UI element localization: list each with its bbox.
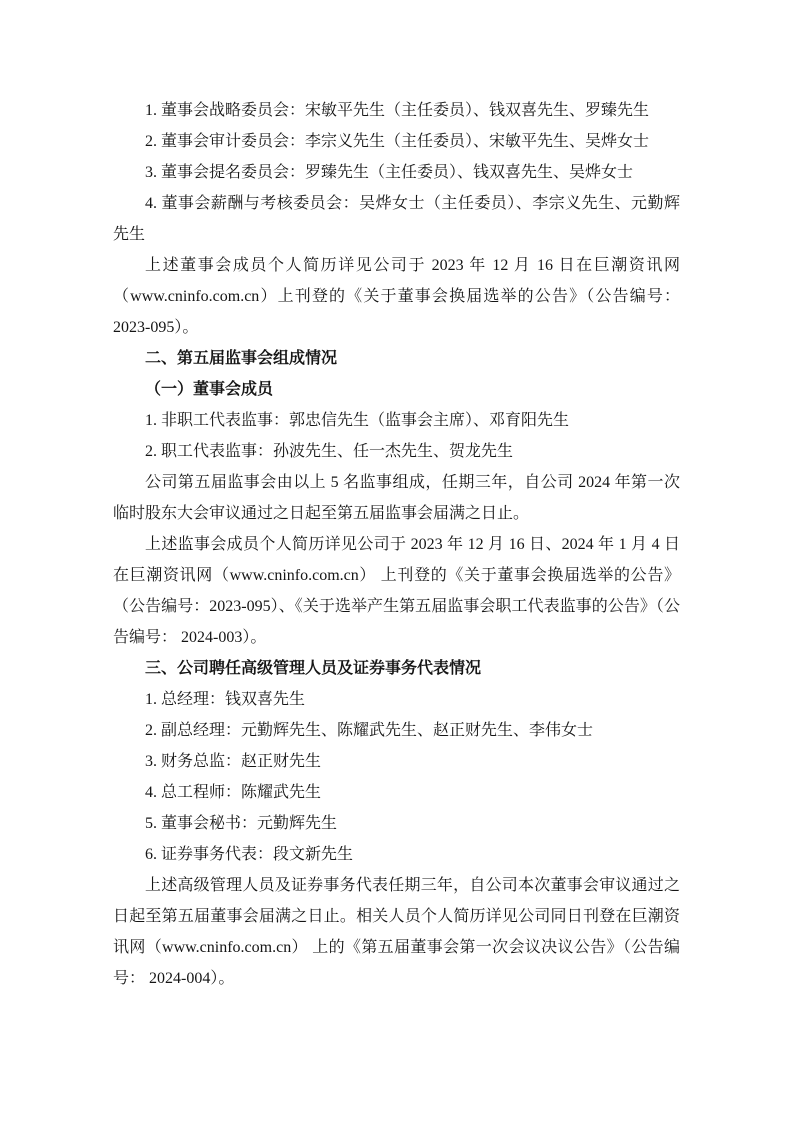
list-item-chief-engineer: 4. 总工程师：陈耀武先生 — [145, 784, 322, 801]
paragraph-supervisory-term: 公司第五届监事会由以上 5 名监事组成，任期三年，自公司 2024 年第一次临时股东大会审议通过之日起至第五届监事会届满之日止。 — [113, 474, 680, 522]
list-item-non-staff-supervisors: 1. 非职工代表监事：郭忠信先生（监事会主席）、邓育阳先生 — [145, 412, 570, 429]
list-item-remuneration-committee: 4. 董事会薪酬与考核委员会：吴烨女士（主任委员）、李宗义先生、元勤辉先生 — [113, 195, 680, 243]
paragraph-supervisor-bios-note: 上述监事会成员个人简历详见公司于 2023 年 12 月 16 日、2024 年 1 月 4 日在巨潮资讯网（www.cninfo.com.cn） 上刊登的《关于董事会换届选举的公告》（公告编号：2023-095）、《关于选举产生第五届监事会职工代表监事的公告》（公告编号： 2024-003）。 — [113, 536, 680, 646]
paragraph-board-bios-note: 上述董事会成员个人简历详见公司于 2023 年 12 月 16 日在巨潮资讯网（www.cninfo.com.cn）上刊登的《关于董事会换届选举的公告》（公告编号：2023-095）。 — [113, 257, 680, 336]
list-item-deputy-general-managers: 2. 副总经理：元勤辉先生、陈耀武先生、赵正财先生、李伟女士 — [145, 722, 594, 739]
section-heading-senior-management: 三、公司聘任高级管理人员及证券事务代表情况 — [145, 660, 482, 677]
list-item-cfo: 3. 财务总监：赵正财先生 — [145, 753, 322, 770]
list-item-securities-representative: 6. 证券事务代表：段文新先生 — [145, 846, 354, 863]
paragraph-management-term-note: 上述高级管理人员及证券事务代表任期三年，自公司本次董事会审议通过之日起至第五届董事会届满之日止。相关人员个人简历详见公司同日刊登在巨潮资讯网（www.cninfo.com.cn） 上的《第五届董事会第一次会议决议公告》（公告编号： 2024-004）。 — [113, 877, 680, 987]
document-body — [113, 95, 680, 994]
subsection-heading-members: （一）董事会成员 — [145, 381, 274, 398]
list-item-nomination-committee: 3. 董事会提名委员会：罗臻先生（主任委员）、钱双喜先生、吴烨女士 — [145, 164, 634, 181]
list-item-general-manager: 1. 总经理：钱双喜先生 — [145, 691, 306, 708]
list-item-audit-committee: 2. 董事会审计委员会：李宗义先生（主任委员）、宋敏平先生、吴烨女士 — [145, 133, 650, 150]
list-item-staff-supervisors: 2. 职工代表监事：孙波先生、任一杰先生、贺龙先生 — [145, 443, 514, 460]
list-item-board-secretary: 5. 董事会秘书：元勤辉先生 — [145, 815, 338, 832]
list-item-strategy-committee: 1. 董事会战略委员会：宋敏平先生（主任委员）、钱双喜先生、罗臻先生 — [145, 102, 650, 119]
section-heading-supervisory-board: 二、第五届监事会组成情况 — [145, 350, 338, 367]
